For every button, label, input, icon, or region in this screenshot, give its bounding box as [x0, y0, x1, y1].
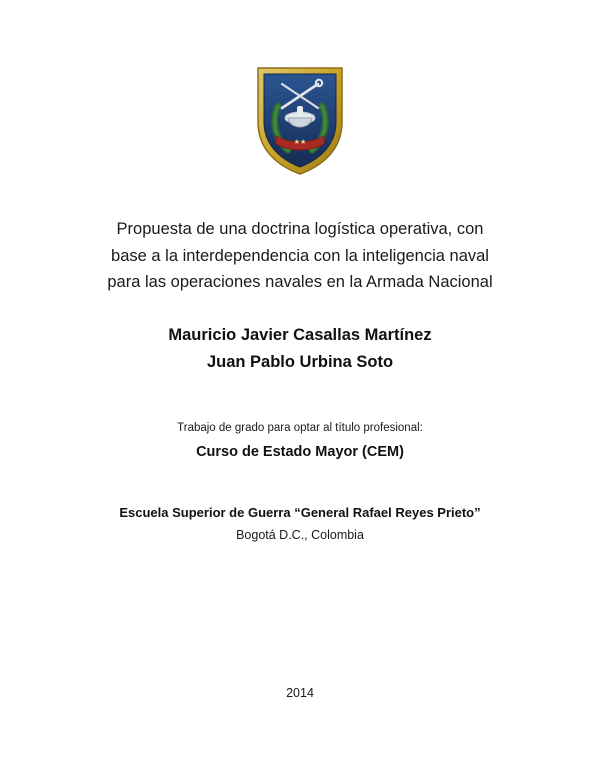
title-line-3: para las operaciones navales en la Armada Nacional: [107, 273, 493, 292]
publication-year: 2014: [286, 686, 314, 700]
title-line-1: Propuesta de una doctrina logística operativa, con: [116, 220, 484, 238]
degree-lead-text: Trabajo de grado para optar al título profesional:: [177, 421, 423, 434]
shield-icon: [252, 62, 348, 178]
institution: [40, 503, 560, 543]
author-name-2: Juan Pablo Urbina Soto: [206, 352, 394, 371]
institution-name: Escuela Superior de Guerra “General Rafael Reyes Prieto”: [119, 504, 481, 520]
degree-name-text: Curso de Estado Mayor (CEM): [196, 443, 404, 460]
degree-statement: [60, 420, 540, 460]
author-name-1: Mauricio Javier Casallas Martínez: [168, 326, 432, 345]
title-line-2: base a la interdependencia con la inteligencia naval: [111, 246, 489, 265]
svg-text:★★: ★★: [293, 138, 307, 146]
institution-city: Bogotá D.C., Colombia: [236, 528, 364, 543]
crest-emblem: [252, 62, 348, 178]
page-title: [80, 216, 520, 296]
authors: [60, 322, 540, 375]
